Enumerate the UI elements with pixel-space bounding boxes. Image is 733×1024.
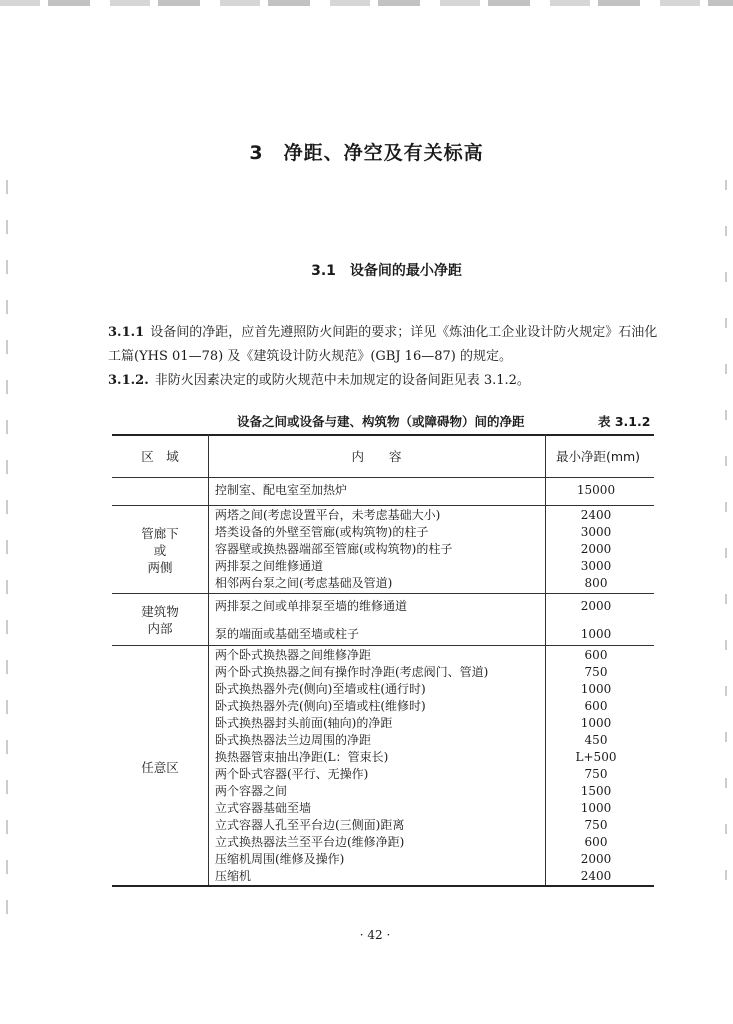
table-cell-content: 控制室、配电室至加热炉	[215, 483, 348, 497]
table-cell-value: 3000	[580, 525, 612, 539]
table-cell-value: 1000	[580, 801, 612, 815]
table-rule	[112, 505, 654, 506]
table-cell-content: 卧式换热器外壳(侧向)至墙或柱(通行时)	[215, 682, 426, 696]
region-label-any-area: 任意区	[141, 760, 179, 775]
table-column-divider	[545, 434, 546, 885]
table-column-divider	[208, 434, 209, 885]
table-cell-content: 立式容器人孔至平台边(三侧面)距离	[215, 818, 405, 832]
scan-edge-top	[0, 0, 733, 6]
table-cell-value: 2000	[580, 599, 612, 613]
region-label-pipe-rack: 管廊下 或 两侧	[141, 526, 179, 575]
clause-number: 3.1.1	[108, 325, 145, 340]
chapter-title: 3 净距、净空及有关标高	[249, 142, 484, 164]
table-cell-value: 2400	[580, 508, 612, 522]
table-cell-content: 卧式换热器封头前面(轴向)的净距	[215, 716, 393, 730]
table-number: 表 3.1.2	[598, 414, 651, 429]
table-cell-content: 泵的端面或基础至墙或柱子	[215, 627, 360, 641]
table-cell-content: 塔类设备的外壁至管廊(或构筑物)的柱子	[215, 525, 429, 539]
table-cell-value: 2400	[580, 869, 612, 883]
table-cell-value: 600	[584, 699, 608, 713]
header-region: 区 域	[141, 449, 179, 464]
table-cell-value: 1000	[580, 627, 612, 641]
region-label-building-interior: 建筑物 内部	[141, 604, 179, 636]
scan-edge-right	[725, 180, 727, 880]
table-cell-value: 750	[584, 767, 608, 781]
scan-edge-left	[6, 180, 8, 940]
table-cell-content: 两个卧式换热器之间有操作时净距(考虑阀门、管道)	[215, 665, 489, 679]
header-value: 最小净距(mm)	[555, 449, 641, 464]
table-cell-content: 两排泵之间或单排泵至墙的维修通道	[215, 599, 408, 613]
table-cell-value: L+500	[575, 750, 617, 764]
paragraph-3-1-1	[108, 321, 668, 369]
table-cell-content: 压缩机	[215, 869, 252, 883]
table-rule	[112, 593, 654, 594]
table-cell-content: 卧式换热器法兰边周围的净距	[215, 733, 372, 747]
table-cell-content: 两排泵之间维修通道	[215, 559, 324, 573]
page-number: · 42 ·	[359, 928, 391, 942]
table-cell-value: 15000	[576, 483, 616, 497]
table-cell-value: 3000	[580, 559, 612, 573]
paragraph-text: 非防火因素决定的或防火规范中未加规定的设备间距见表 3.1.2。	[154, 373, 530, 388]
table-cell-content: 换热器管束抽出净距(L：管束长)	[215, 750, 389, 764]
table-rule-header	[112, 477, 654, 478]
table-cell-content: 立式容器基础至墙	[215, 801, 312, 815]
table-cell-value: 600	[584, 835, 608, 849]
paragraph-text: 设备间的净距，应首先遵照防火间距的要求；详见《炼油化工企业设计防火规定》石油化工篇(YHS 01—78) 及《建筑设计防火规范》(GBJ 16—87) 的规定。	[108, 325, 658, 364]
table-cell-content: 压缩机周围(维修及操作)	[215, 852, 345, 866]
table-cell-value: 2000	[580, 542, 612, 556]
header-content: 内 容	[351, 449, 402, 464]
table-caption: 设备之间或设备与建、构筑物（或障碍物）间的净距	[237, 414, 525, 429]
paragraph-3-1-2	[108, 369, 668, 393]
table-cell-value: 450	[584, 733, 608, 747]
table-cell-content: 立式换热器法兰至平台边(维修净距)	[215, 835, 405, 849]
table-cell-content: 相邻两台泵之间(考虑基础及管道)	[215, 576, 393, 590]
table-cell-value: 800	[584, 576, 608, 590]
table-cell-value: 1000	[580, 682, 612, 696]
table-cell-value: 750	[584, 818, 608, 832]
table-cell-value: 1500	[580, 784, 612, 798]
table-rule-top	[112, 434, 654, 436]
table-cell-value: 2000	[580, 852, 612, 866]
table-cell-content: 两塔之间(考虑设置平台，未考虑基础大小)	[215, 508, 441, 522]
table-cell-content: 容器壁或换热器端部至管廊(或构筑物)的柱子	[215, 542, 453, 556]
table-rule-bottom	[112, 885, 654, 887]
table-rule	[112, 645, 654, 646]
section-title: 3.1 设备间的最小净距	[311, 263, 462, 279]
table-cell-value: 600	[584, 648, 608, 662]
table-cell-content: 两个卧式换热器之间维修净距	[215, 648, 372, 662]
table-cell-content: 两个卧式容器(平行、无操作)	[215, 767, 369, 781]
table-cell-content: 两个容器之间	[215, 784, 288, 798]
table-cell-content: 卧式换热器外壳(侧向)至墙或柱(维修时)	[215, 699, 426, 713]
clause-number: 3.1.2.	[108, 373, 149, 388]
table-cell-value: 750	[584, 665, 608, 679]
table-cell-value: 1000	[580, 716, 612, 730]
